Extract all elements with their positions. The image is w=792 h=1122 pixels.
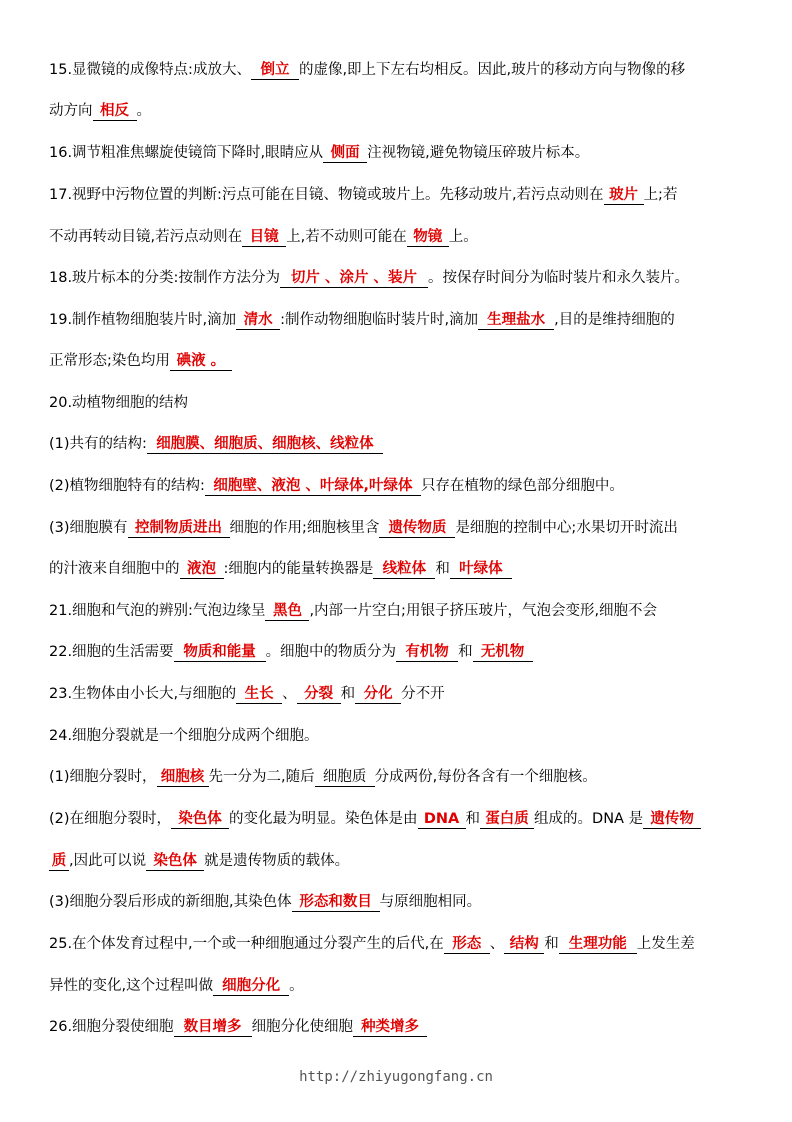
text: 分不开 xyxy=(401,686,445,702)
text: 是细胞的控制中心;水果切开时流出 xyxy=(455,520,678,536)
text: 正常形态;染色均用 xyxy=(49,353,170,369)
answer-blank: 物质和能量 xyxy=(174,643,266,662)
text: 19.制作植物细胞装片时,滴加 xyxy=(49,312,237,328)
q17-line1 xyxy=(49,184,752,206)
answer-blank: 形态和数目 xyxy=(292,893,380,912)
answer-blank: 细胞分化 xyxy=(213,977,289,996)
q26-line xyxy=(49,1016,752,1038)
text: 21.细胞和气泡的辨别:气泡边缘呈 xyxy=(49,603,266,619)
text: 上发生差 xyxy=(636,936,695,952)
answer-blank: 蛋白质 xyxy=(480,810,534,829)
text: 上,若不动则可能在 xyxy=(286,229,407,245)
text: 18.玻片标本的分类:按制作方法分为 xyxy=(49,270,280,286)
answer-blank: 结构 xyxy=(504,935,544,954)
text: 先一分为二,随后 xyxy=(208,769,315,785)
text: 。细胞中的物质分为 xyxy=(265,644,397,660)
q24-part1 xyxy=(49,766,752,788)
q15-line1 xyxy=(49,59,752,81)
text: 24.细胞分裂就是一个细胞分成两个细胞。 xyxy=(49,728,319,744)
text: 的汁液来自细胞中的 xyxy=(49,561,180,577)
answer-blank: 遗传物质 xyxy=(379,519,455,538)
text: (2)植物细胞特有的结构: xyxy=(49,478,205,494)
answer-blank: 黑色 xyxy=(265,602,309,621)
answer-blank: 细胞壁、液泡 、叶绿体,叶绿体 xyxy=(205,477,421,496)
text: 上;若 xyxy=(643,187,678,203)
text: 和 xyxy=(435,561,450,577)
text: 17.视野中污物位置的判断:污点可能在目镜、物镜或玻片上。先移动玻片,若污点动则在 xyxy=(49,187,604,203)
text: 。 xyxy=(136,103,151,119)
text: 25.在个体发育过程中,一个或一种细胞通过分裂产生的后代,在 xyxy=(49,936,444,952)
answer-blank: 质 xyxy=(49,852,69,871)
text: 16.调节粗准焦螺旋使镜筒下降时,眼睛应从 xyxy=(49,145,324,161)
q20-title xyxy=(49,392,752,414)
text: 上。 xyxy=(448,229,478,245)
answer-blank: 生理功能 xyxy=(559,935,637,954)
answer-blank: 碘液 。 xyxy=(170,352,232,371)
text: ,内部一片空白;用银子挤压玻片，气泡会变形,细胞不会 xyxy=(309,603,658,619)
q19-line2 xyxy=(49,350,752,372)
q17-line2 xyxy=(49,226,752,248)
text: 注视物镜,避免物镜压碎玻片标本。 xyxy=(367,145,590,161)
q20-part1 xyxy=(49,433,752,455)
text: (2)在细胞分裂时， xyxy=(49,811,172,827)
answer-blank: 细胞膜、细胞质、细胞核、线粒体 xyxy=(147,435,383,454)
answer-blank: 生理盐水 xyxy=(478,311,554,330)
answer-blank: 切片 、涂片 、装片 xyxy=(280,269,428,288)
answer-blank: 控制物质进出 xyxy=(128,519,230,538)
q18-line xyxy=(49,267,752,289)
answer-blank: 清水 xyxy=(236,311,280,330)
q24-title xyxy=(49,725,752,747)
q15-line2 xyxy=(49,100,752,122)
answer-blank: 形态 xyxy=(444,935,490,954)
text: ,因此可以说 xyxy=(69,853,147,869)
answer-blank: 细胞核 xyxy=(157,768,209,787)
text: 26.细胞分裂使细胞 xyxy=(49,1019,174,1035)
text: 。 xyxy=(289,978,304,994)
answer-blank: 叶绿体 xyxy=(450,560,512,579)
answer-blank: 物镜 xyxy=(407,228,449,247)
answer-blank: DNA xyxy=(418,810,466,829)
text: 。按保存时间分为临时装片和永久装片。 xyxy=(427,270,689,286)
text: (1)共有的结构: xyxy=(49,436,147,452)
answer-blank: 线粒体 xyxy=(373,560,435,579)
text: 和 xyxy=(340,686,356,702)
q20-part2 xyxy=(49,475,752,497)
text: 20.动植物细胞的结构 xyxy=(49,395,189,411)
answer-blank: 侧面 xyxy=(323,144,367,163)
text: :制作动物细胞临时装片时,滴加 xyxy=(280,312,479,328)
text: 的变化最为明显。染色体是由 xyxy=(229,811,418,827)
answer-blank: 生长 xyxy=(236,685,282,704)
text: 组成的。DNA 是 xyxy=(534,811,644,827)
q20-part3-line1 xyxy=(49,517,752,539)
answer-blank: 玻片 xyxy=(604,186,644,205)
answer-blank: 种类增多 xyxy=(353,1018,427,1037)
q23-line xyxy=(49,683,752,705)
q19-line1 xyxy=(49,309,752,331)
text: 22.细胞的生活需要 xyxy=(49,644,174,660)
text: 、 xyxy=(282,686,297,702)
text: (3)细胞分裂后形成的新细胞,其染色体 xyxy=(49,894,292,910)
answer-blank: 分裂 xyxy=(297,685,341,704)
q25-line2 xyxy=(49,975,752,997)
text: 15.显微镜的成像特点:成放大、 xyxy=(49,62,251,78)
text: 动方向 xyxy=(49,103,93,119)
q21-line xyxy=(49,600,752,622)
text: 和 xyxy=(544,936,559,952)
text: 和 xyxy=(458,644,473,660)
text: 23.生物体由小长大,与细胞的 xyxy=(49,686,237,702)
q25-line1 xyxy=(49,933,752,955)
q16-line xyxy=(49,142,752,164)
text: :细胞内的能量转换器是 xyxy=(223,561,374,577)
text: 与原细胞相同。 xyxy=(379,894,482,910)
answer-blank: 无机物 xyxy=(473,643,533,662)
q24-part2-line2 xyxy=(49,850,752,872)
text: 、 xyxy=(489,936,505,952)
text: 异性的变化,这个过程叫做 xyxy=(49,978,214,994)
answer-blank: 倒立 xyxy=(251,61,299,80)
answer-blank: 染色体 xyxy=(171,810,229,829)
text: (1)细胞分裂时， xyxy=(49,769,157,785)
text: 只存在植物的绿色部分细胞中。 xyxy=(420,478,624,494)
text: 细胞分化使细胞 xyxy=(251,1019,354,1035)
answer-blank: 遗传物 xyxy=(643,810,701,829)
q22-line xyxy=(49,641,752,663)
answer-blank: 有机物 xyxy=(396,643,458,662)
q24-part3 xyxy=(49,891,752,913)
text: 就是遗传物质的载体。 xyxy=(204,853,350,869)
q24-part2-line1 xyxy=(49,808,752,830)
answer-blank: 液泡 xyxy=(180,560,224,579)
text: 分成两份,每份各含有一个细胞核。 xyxy=(374,769,597,785)
text: 细胞的作用;细胞核里含 xyxy=(229,520,380,536)
answer-blank: 目镜 xyxy=(242,228,286,247)
answer-blank: 分化 xyxy=(355,685,401,704)
text: ,目的是维持细胞的 xyxy=(554,312,675,328)
answer-blank: 相反 xyxy=(93,102,137,121)
answer-blank: 染色体 xyxy=(146,852,204,871)
answer-blank: 数目增多 xyxy=(174,1018,252,1037)
text: (3)细胞膜有 xyxy=(49,520,128,536)
answer-blank: 细胞质 xyxy=(315,768,375,787)
q20-part3-line2 xyxy=(49,558,752,580)
text: 的虚像,即上下左右均相反。因此,玻片的移动方向与物像的移 xyxy=(298,62,686,78)
footer-url: http://zhiyugongfang.cn xyxy=(299,1069,493,1085)
text: 和 xyxy=(465,811,481,827)
text: 不动再转动目镜,若污点动则在 xyxy=(49,229,243,245)
